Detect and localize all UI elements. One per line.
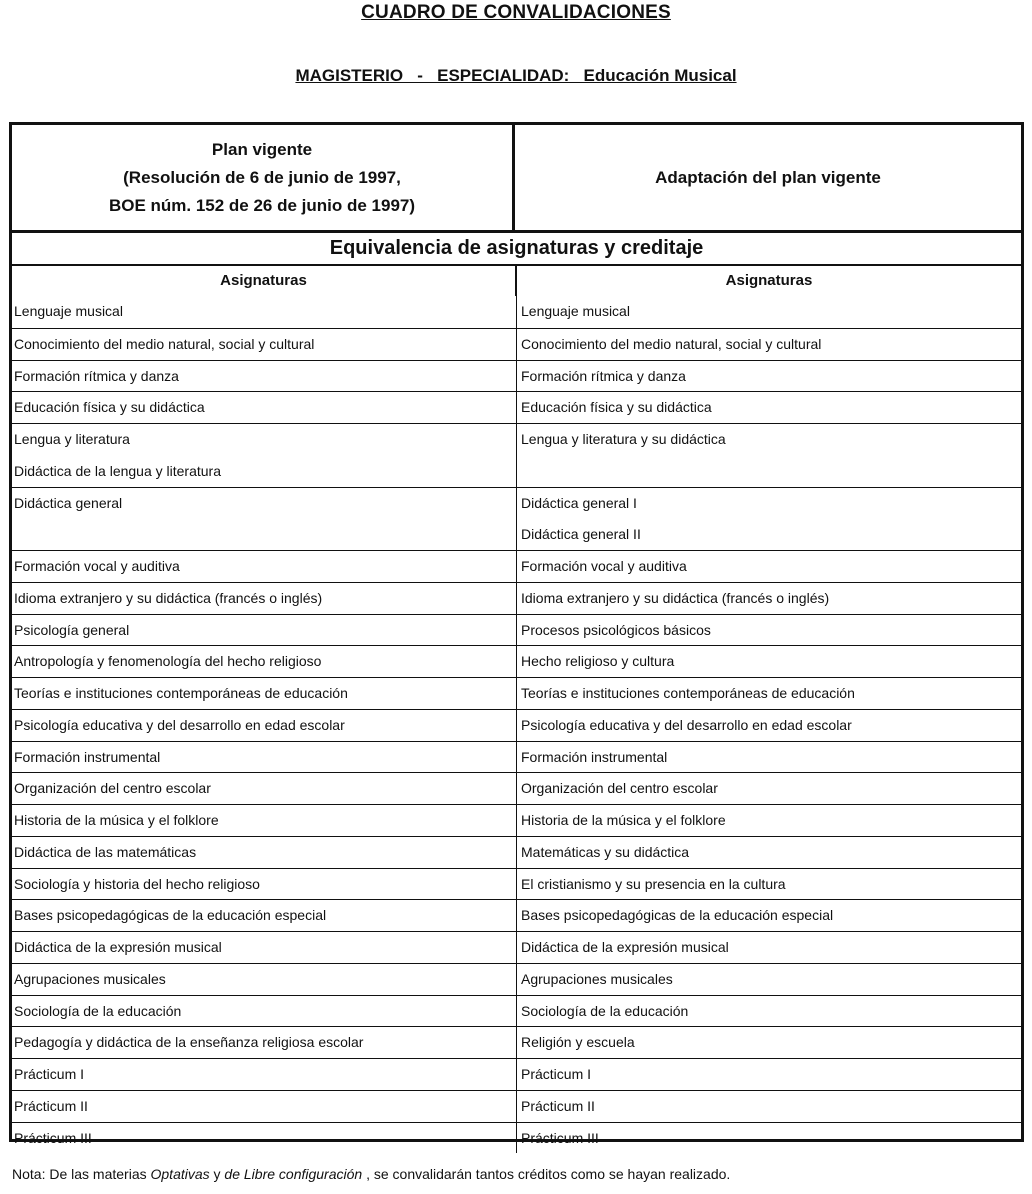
table-row [12, 645, 1021, 677]
adapted-subject-cell [517, 424, 1021, 487]
table-row [12, 1058, 1021, 1090]
footnote [12, 1166, 730, 1182]
adapted-subject-cell [517, 1027, 1021, 1058]
subject-name: Prácticum II [14, 1097, 88, 1114]
adapted-subject-cell [517, 932, 1021, 963]
subject-name: Historia de la música y el folklore [14, 812, 219, 828]
subject-name: Psicología general [14, 621, 130, 638]
subject-name: Educación física y su didáctica [521, 399, 712, 416]
subject-name: Formación vocal y auditiva [521, 558, 687, 574]
subject-name: Sociología y historia del hecho religioso [14, 875, 260, 892]
adapted-subject-cell [517, 615, 1021, 646]
subject-name: Idioma extranjero y su didáctica (francés o inglés) [521, 589, 830, 606]
adapted-subject-cell [517, 773, 1021, 804]
current-subject-cell [12, 551, 517, 582]
subject-name: Organización del centro escolar [14, 780, 211, 797]
subject-name: Sociología de la educación [521, 1002, 689, 1019]
table-row [12, 868, 1021, 900]
current-subject-cell [12, 424, 517, 487]
subject-name: Formación instrumental [521, 748, 668, 765]
current-subject-cell [12, 710, 517, 741]
adapted-subject-cell [517, 678, 1021, 709]
table-row [12, 995, 1021, 1027]
current-subject-cell [12, 1027, 517, 1058]
subject-name: Formación rítmica y danza [521, 367, 686, 384]
subject-name: Didáctica general I [521, 494, 637, 511]
table-row [12, 677, 1021, 709]
subject-name: Lenguaje musical [521, 303, 630, 319]
current-plan-boe: BOE núm. 152 de 26 de junio de 1997) [108, 195, 416, 215]
equivalence-table [9, 122, 1024, 1146]
adapted-subject-cell [517, 1059, 1021, 1090]
subject-name: Teorías e instituciones contemporáneas de educación [521, 685, 855, 701]
adapted-subject-cell [517, 1123, 1021, 1154]
subject-name: Educación física y su didáctica [14, 399, 205, 416]
subject-name: Agrupaciones musicales [521, 970, 673, 987]
subject-name: Historia de la música y el folklore [521, 812, 726, 828]
table-row [12, 550, 1021, 582]
subject-name: Lengua y literatura [14, 431, 130, 447]
table-row [12, 741, 1021, 773]
equivalence-title: Equivalencia de asignaturas y creditaje [12, 230, 1021, 264]
footnote-suffix: , se convalidarán tantos créditos como se hayan realizado. [362, 1166, 731, 1182]
adapted-subject-cell [517, 1091, 1021, 1122]
subject-name: Bases psicopedagógicas de la educación especial [14, 907, 327, 924]
subject-name: Pedagogía y didáctica de la enseñanza religiosa escolar [14, 1034, 364, 1051]
current-subject-cell [12, 742, 517, 773]
adapted-subject-cell [517, 361, 1021, 392]
current-subject-cell [12, 932, 517, 963]
table-row [12, 899, 1021, 931]
table-row [12, 1122, 1021, 1154]
subject-name: Lengua y literatura y su didáctica [521, 431, 726, 447]
table-row [12, 1090, 1021, 1122]
subject-name: Conocimiento del medio natural, social y cultural [14, 335, 315, 352]
subject-name: Didáctica general II [521, 526, 641, 543]
table-row [12, 963, 1021, 995]
current-subject-cell [12, 329, 517, 360]
current-plan-header [12, 125, 515, 230]
subject-name: Didáctica de la expresión musical [521, 939, 729, 955]
table-row [12, 614, 1021, 646]
current-subject-cell [12, 996, 517, 1027]
adapted-subject-cell [517, 583, 1021, 614]
current-subject-cell [12, 837, 517, 868]
adapted-subject-cell [517, 805, 1021, 836]
subject-name: Prácticum III [521, 1129, 599, 1146]
adapted-subject-cell [517, 869, 1021, 900]
current-subject-cell [12, 1059, 517, 1090]
adapted-subject-cell [517, 646, 1021, 677]
table-row [12, 328, 1021, 360]
current-subject-cell [12, 964, 517, 995]
column-header-left: Asignaturas [12, 264, 517, 296]
subject-name: Antropología y fenomenología del hecho religioso [14, 653, 322, 670]
current-subject-cell [12, 488, 517, 551]
document-subtitle: MAGISTERIO - ESPECIALIDAD: Educación Musical [295, 66, 737, 85]
footnote-libre-configuracion: de Libre configuración [224, 1166, 363, 1182]
subject-name: Lenguaje musical [14, 303, 123, 319]
table-row [12, 582, 1021, 614]
current-plan-title: Plan vigente [211, 139, 313, 159]
adapted-subject-cell [517, 329, 1021, 360]
adapted-subject-cell [517, 392, 1021, 423]
adaptation-plan-header [515, 125, 1021, 230]
subject-name: Prácticum I [14, 1066, 85, 1082]
document-title: CUADRO DE CONVALIDACIONES [361, 2, 671, 23]
subject-name: Formación vocal y auditiva [14, 558, 180, 574]
footnote-middle: y [209, 1166, 225, 1182]
subject-name: Formación rítmica y danza [14, 367, 179, 384]
subject-name: Matemáticas y su didáctica [521, 843, 690, 860]
adapted-subject-cell [517, 996, 1021, 1027]
adapted-subject-cell [517, 710, 1021, 741]
table-row [12, 360, 1021, 392]
subject-name: Prácticum I [521, 1066, 592, 1082]
current-subject-cell [12, 869, 517, 900]
adapted-subject-cell [517, 900, 1021, 931]
subject-name: Teorías e instituciones contemporáneas de educación [14, 685, 348, 701]
subject-name: Idioma extranjero y su didáctica (francés o inglés) [14, 589, 323, 606]
subject-name: Agrupaciones musicales [14, 970, 166, 987]
subject-name: Didáctica de la lengua y literatura [14, 462, 222, 479]
adapted-subject-cell [517, 837, 1021, 868]
current-subject-cell [12, 900, 517, 931]
subject-name [14, 519, 516, 551]
table-row [12, 931, 1021, 963]
current-subject-cell [12, 1091, 517, 1122]
subject-name: Religión y escuela [521, 1034, 635, 1051]
subject-name: Sociología de la educación [14, 1002, 182, 1019]
current-subject-cell [12, 1123, 517, 1154]
current-subject-cell [12, 615, 517, 646]
subject-name: Conocimiento del medio natural, social y cultural [521, 335, 822, 352]
footnote-optativas: Optativas [150, 1166, 210, 1182]
current-subject-cell [12, 361, 517, 392]
subject-name: Didáctica de las matemáticas [14, 843, 197, 860]
subject-name: Procesos psicológicos básicos [521, 621, 711, 638]
table-row [12, 804, 1021, 836]
adapted-subject-cell [517, 964, 1021, 995]
table-row [12, 709, 1021, 741]
subject-name: Didáctica de la expresión musical [14, 939, 222, 955]
subject-name: Bases psicopedagógicas de la educación especial [521, 907, 834, 924]
table-body [12, 296, 1021, 1153]
subject-name: Formación instrumental [14, 748, 161, 765]
current-subject-cell [12, 805, 517, 836]
subject-name: Psicología educativa y del desarrollo en edad escolar [14, 716, 345, 733]
table-row [12, 772, 1021, 804]
current-plan-resolution: (Resolución de 6 de junio de 1997, [123, 167, 401, 187]
adapted-subject-cell [517, 742, 1021, 773]
current-subject-cell [12, 646, 517, 677]
adaptation-plan-title: Adaptación del plan vigente [655, 167, 881, 187]
subject-name: Prácticum II [521, 1097, 595, 1114]
column-header-right: Asignaturas [517, 264, 1021, 296]
subject-name [521, 456, 1021, 488]
current-subject-cell [12, 773, 517, 804]
subject-name: Organización del centro escolar [521, 780, 718, 797]
adapted-subject-cell [517, 551, 1021, 582]
subject-name: Psicología educativa y del desarrollo en edad escolar [521, 716, 852, 733]
current-subject-cell [12, 678, 517, 709]
current-subject-cell [12, 583, 517, 614]
subject-name: Hecho religioso y cultura [521, 653, 675, 670]
current-subject-cell [12, 296, 517, 328]
table-row [12, 423, 1021, 487]
table-row [12, 296, 1021, 328]
adapted-subject-cell [517, 488, 1021, 551]
adapted-subject-cell [517, 296, 1021, 328]
table-row [12, 391, 1021, 423]
subject-name: El cristianismo y su presencia en la cultura [521, 875, 786, 892]
footnote-prefix: Nota: De las materias [12, 1166, 151, 1182]
table-row [12, 1026, 1021, 1058]
subject-name: Prácticum III [14, 1129, 92, 1146]
table-row [12, 487, 1021, 551]
subject-name: Didáctica general [14, 494, 123, 511]
current-subject-cell [12, 392, 517, 423]
table-row [12, 836, 1021, 868]
